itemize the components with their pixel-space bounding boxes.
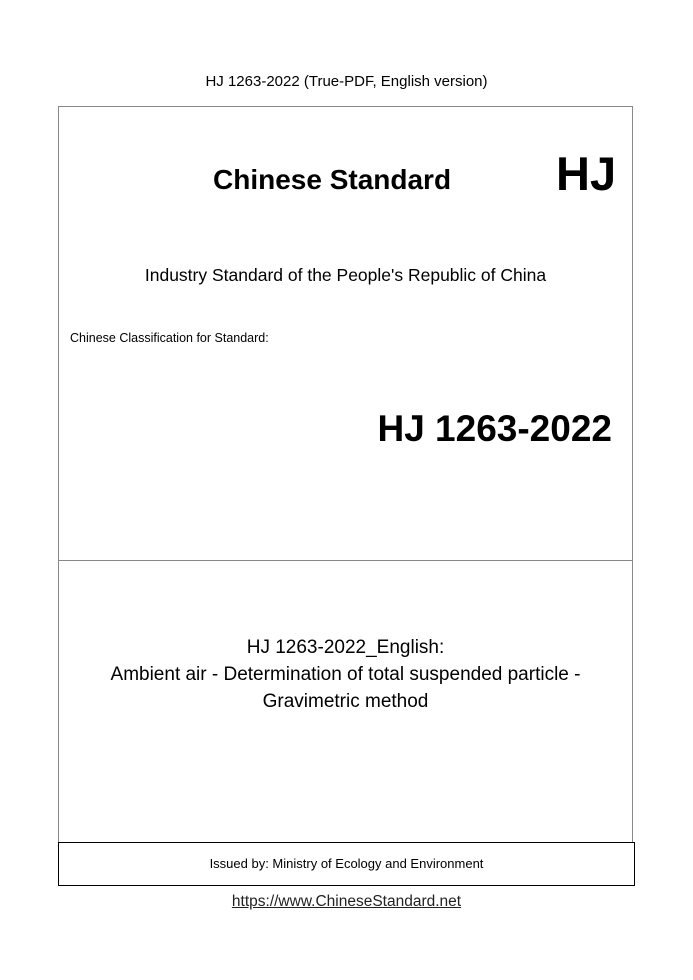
industry-standard-line: Industry Standard of the People's Republic of China [144, 265, 547, 285]
page-header-title: HJ 1263-2022 (True-PDF, English version) [205, 73, 488, 90]
standard-title: Chinese Standard [213, 164, 452, 195]
website-link[interactable]: https://www.ChineseStandard.net [231, 893, 462, 910]
cover-frame [58, 106, 633, 885]
issuer-box [58, 842, 635, 886]
footer [0, 892, 693, 912]
document-title-line: Gravimetric method [262, 691, 429, 712]
document-title-line: Ambient air - Determination of total suspended particle - [110, 664, 581, 685]
issuer-text: Issued by: Ministry of Ecology and Environment [209, 856, 484, 871]
cover-top-section [59, 107, 632, 560]
standard-code: HJ 1263-2022 [377, 408, 612, 449]
document-title-line: HJ 1263-2022_English: [246, 637, 445, 658]
document-title [59, 634, 632, 715]
document-title-section [59, 561, 632, 842]
classification-label: Chinese Classification for Standard: [70, 331, 269, 345]
hj-mark: HJ [556, 147, 617, 200]
